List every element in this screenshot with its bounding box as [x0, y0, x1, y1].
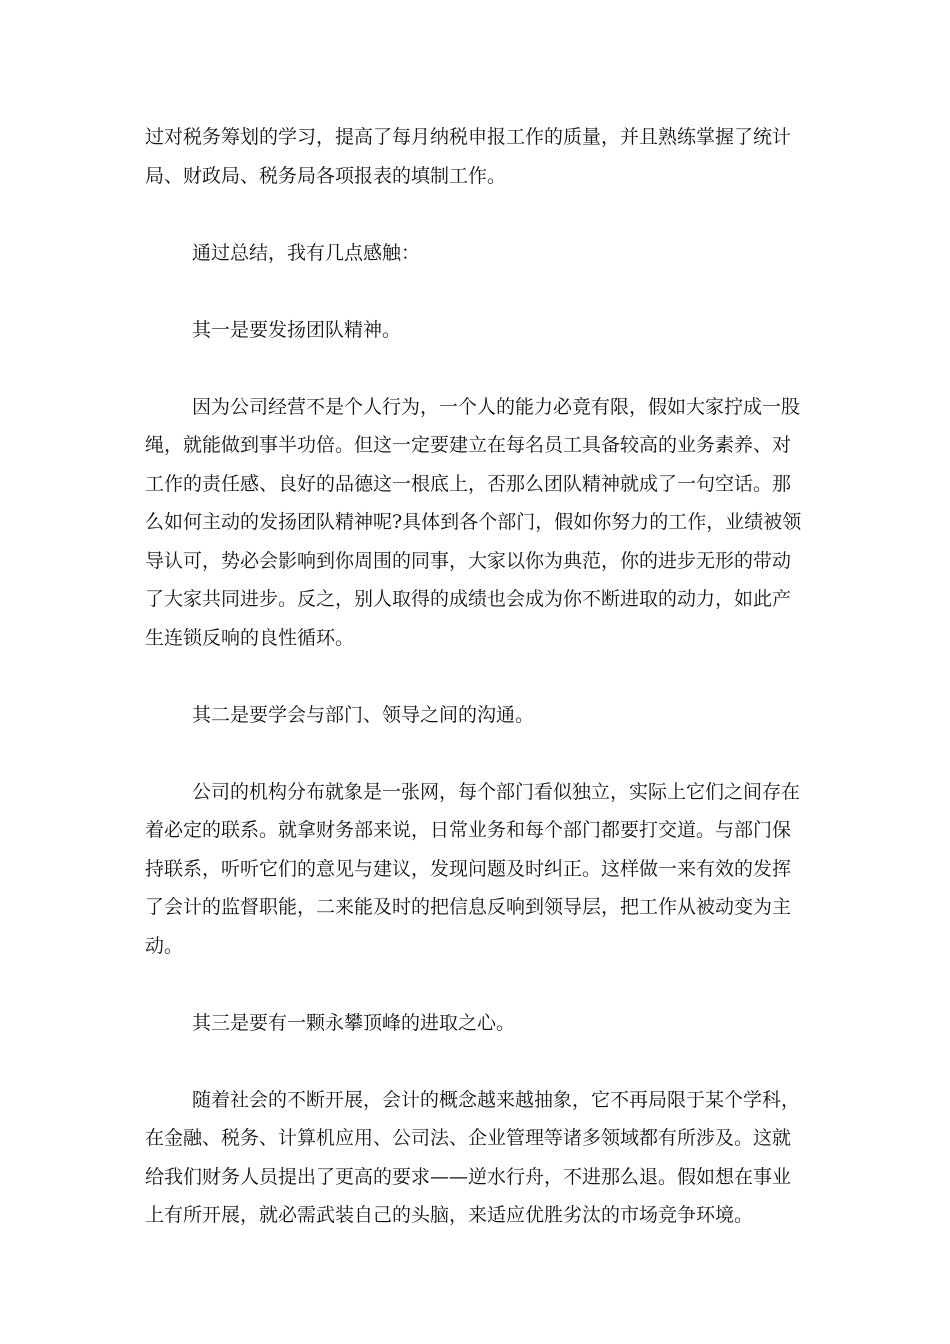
paragraph-spacer [145, 1042, 810, 1081]
paragraph-progress [145, 1081, 810, 1235]
paragraph-team-spirit [145, 388, 810, 658]
text-line: 了会计的监督职能，二来能及时的把信息反响到领导层，把工作从被动变为主 [145, 896, 792, 918]
text-line: 导认可，势必会影响到你周围的同事，大家以你为典范，你的进步无形的带动 [145, 549, 792, 572]
paragraph-summary-intro [145, 234, 810, 273]
text-line: 持联系，听听它们的意见与建议，发现问题及时纠正。这样做一来有效的发挥 [145, 857, 792, 880]
document-body [145, 118, 810, 1235]
text-line: 过对税务筹划的学习，提高了每月纳税申报工作的质量，并且熟练掌握了统计 [145, 126, 792, 148]
paragraph-spacer [145, 272, 810, 311]
text-line: 公司的机构分布就象是一张网，每个部门看似独立，实际上它们之间存在 [192, 780, 801, 803]
text-line: 通过总结，我有几点感触： [192, 241, 421, 264]
text-line: 绳，就能做到事半功倍。但这一定要建立在每名员工具备较高的业务素养、对 [145, 434, 792, 456]
text-line: 其二是要学会与部门、领导之间的沟通。 [192, 703, 535, 726]
text-line: 其一是要发扬团队精神。 [192, 318, 402, 341]
text-line: 上有所开展，就必需武装自己的头脑，来适应优胜劣汰的市场竞争环境。 [145, 1204, 754, 1226]
text-line: 给我们财务人员提出了更高的要求——逆水行舟，不进那么退。假如想在事业 [145, 1165, 792, 1188]
text-line: 生连锁反响的良性循环。 [145, 626, 355, 649]
text-line: 动。 [145, 934, 184, 957]
paragraph-spacer [145, 195, 810, 234]
paragraph-spacer [145, 965, 810, 1004]
text-line: 了大家共同进步。反之，别人取得的成绩也会成为你不断进取的动力，如此产 [145, 588, 792, 610]
text-line: 在金融、税务、计算机应用、公司法、企业管理等诸多领域都有所涉及。这就 [145, 1127, 792, 1149]
paragraph-spacer [145, 657, 810, 696]
paragraph-tax-planning-continued [145, 118, 810, 195]
text-line: 局、财政局、税务局各项报表的填制工作。 [145, 164, 507, 187]
paragraph-point-one-heading [145, 311, 810, 350]
paragraph-spacer [145, 349, 810, 388]
paragraph-point-two-heading [145, 696, 810, 735]
text-line: 因为公司经营不是个人行为，一个人的能力必竟有限，假如大家拧成一股 [192, 395, 801, 418]
paragraph-point-three-heading [145, 1004, 810, 1043]
text-line: 着必定的联系。就拿财务部来说，日常业务和每个部门都要打交道。与部门保 [145, 819, 792, 841]
paragraph-spacer [145, 734, 810, 773]
text-line: 么如何主动的发扬团队精神呢?具体到各个部门，假如你努力的工作，业绩被领 [145, 511, 802, 533]
paragraph-communication [145, 773, 810, 966]
text-line: 工作的责任感、良好的品德这一根底上，否那么团队精神就成了一句空话。那 [145, 472, 792, 495]
text-line: 随着社会的不断开展，会计的概念越来越抽象，它不再局限于某个学科， [192, 1088, 801, 1111]
text-line: 其三是要有一颗永攀顶峰的进取之心。 [192, 1011, 516, 1034]
